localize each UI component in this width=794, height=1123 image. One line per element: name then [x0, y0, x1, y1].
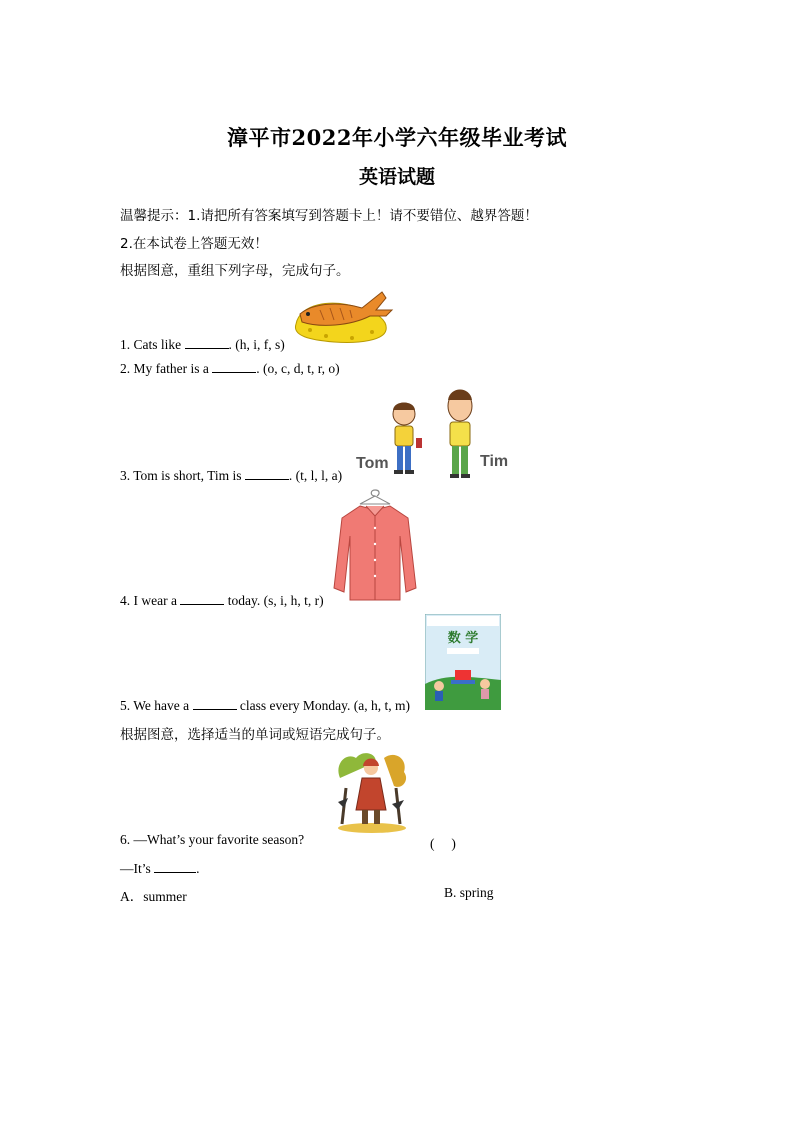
- book-title: 数 学: [447, 631, 479, 646]
- question-1-text-before: 1. Cats like: [120, 337, 185, 352]
- option-a: A．summer: [120, 889, 187, 904]
- question-4-text-before: 4. I wear a: [120, 593, 181, 608]
- question-6-answer-bracket: ( ): [430, 836, 456, 851]
- section1-instruction: 根据图意，重组下列字母，完成句子。: [120, 263, 350, 279]
- tim-label: Tim: [480, 453, 509, 470]
- question-5-blank: [193, 697, 237, 710]
- question-2-text-before: 2. My father is a: [120, 361, 213, 376]
- question-6-answer-line: [120, 860, 200, 877]
- option-b: B. spring: [444, 885, 494, 900]
- question-6-blank: [154, 860, 196, 873]
- question-3: [120, 467, 342, 484]
- question-6: 6. —What’s your favorite season?: [120, 832, 305, 847]
- question-2: [120, 360, 340, 377]
- question-4: [120, 592, 324, 609]
- question-6-answer-before: —It’s: [120, 861, 155, 876]
- fish-on-plate-image: [290, 284, 394, 348]
- question-3-text-after: . (t, l, l, a): [288, 468, 343, 483]
- page-subtitle: 英语试题: [358, 166, 435, 188]
- question-4-blank: [180, 592, 224, 605]
- math-book-image: [425, 614, 501, 710]
- question-6-answer-after: .: [196, 861, 200, 876]
- question-1-text-after: . (h, i, f, s): [228, 337, 285, 352]
- question-3-text-before: 3. Tom is short, Tim is: [120, 468, 245, 483]
- section2-instruction: 根据图意，选择适当的单词或短语完成句子。: [120, 727, 390, 743]
- question-1-blank: [185, 336, 229, 349]
- tom-and-tim-image: [354, 386, 516, 478]
- page-title: 漳平市2022年小学六年级毕业考试: [227, 125, 567, 150]
- question-2-text-after: . (o, c, d, t, r, o): [256, 361, 340, 376]
- question-5-text-before: 5. We have a: [120, 698, 193, 713]
- question-5: [120, 697, 410, 714]
- question-2-blank: [212, 360, 256, 373]
- tom-label: Tom: [356, 455, 389, 472]
- question-1: [120, 336, 285, 353]
- question-4-text-after: today. (s, i, h, t, r): [224, 593, 324, 608]
- notice-line-1: 温馨提示：1.请把所有答案填写到答题卡上！请不要错位、越界答题！: [120, 208, 538, 224]
- question-5-text-after: class every Monday. (a, h, t, m): [236, 698, 410, 713]
- notice-line-2: 2.在本试卷上答题无效！: [120, 236, 268, 252]
- shirt-image: [330, 488, 420, 604]
- question-3-blank: [245, 467, 289, 480]
- autumn-season-image: [332, 748, 410, 834]
